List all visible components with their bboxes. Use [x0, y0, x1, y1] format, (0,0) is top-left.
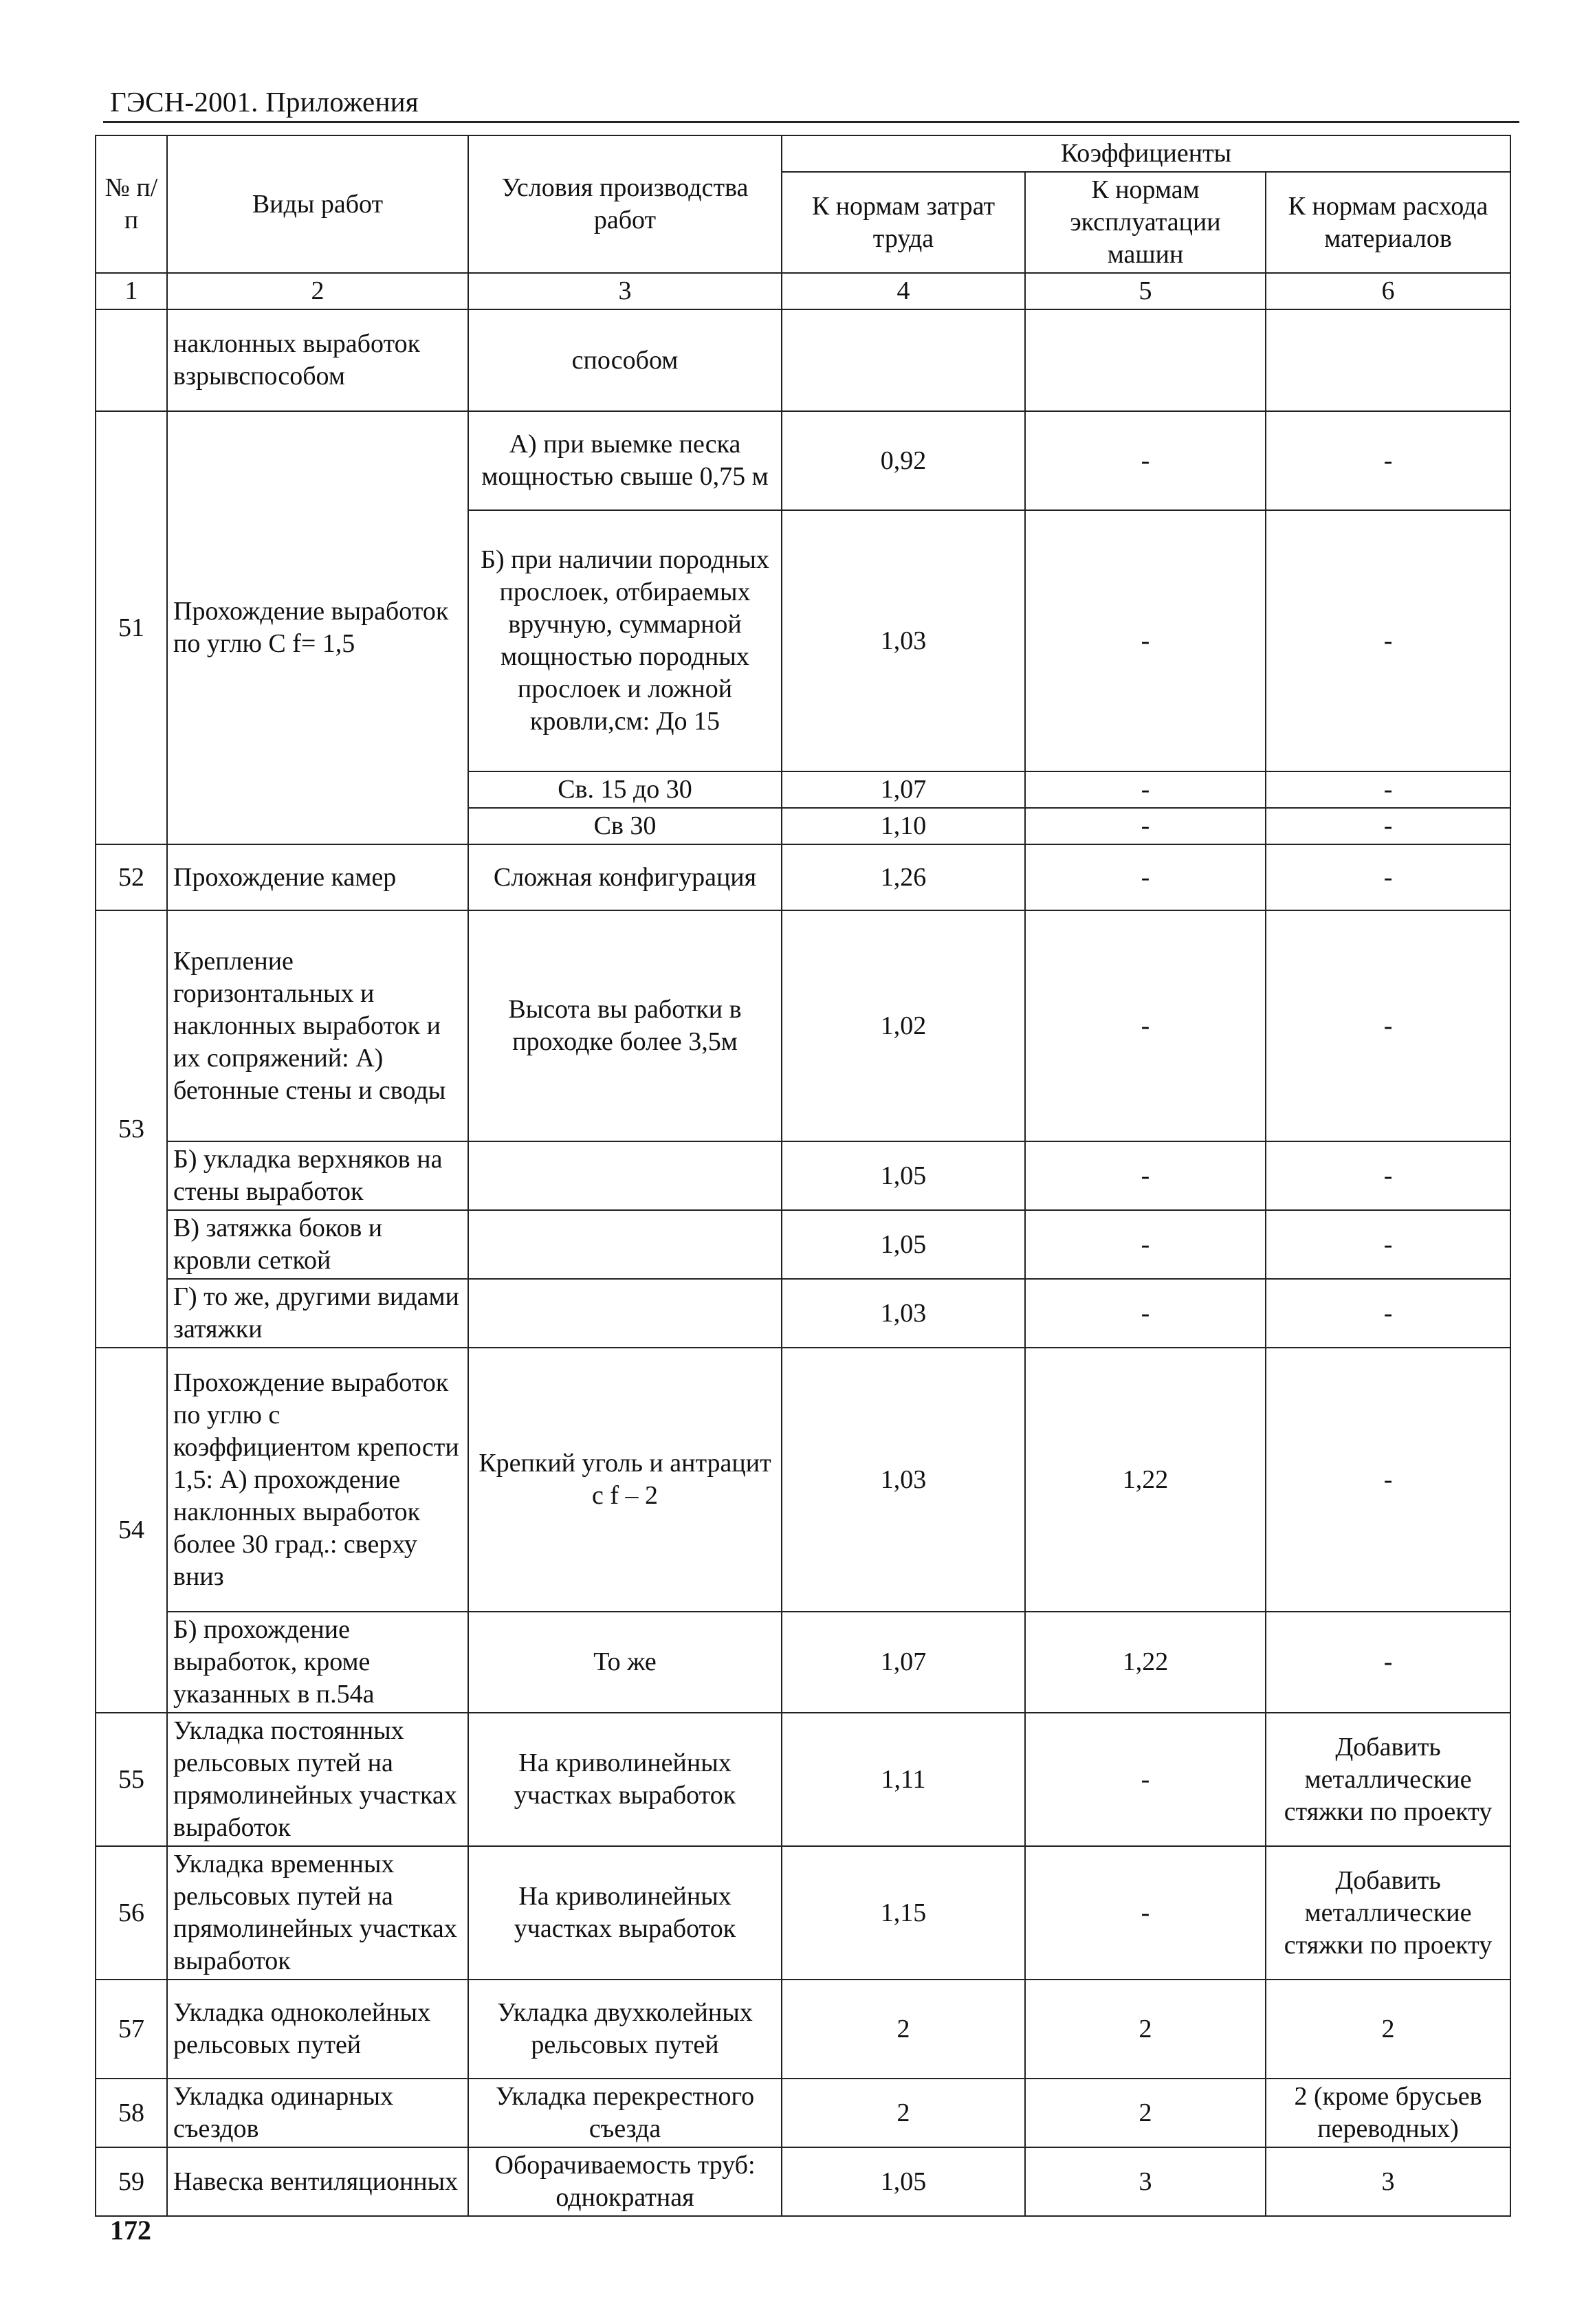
machines-coef: - — [1025, 808, 1266, 844]
work-cell: Крепление горизонтальных и наклонных выработок и их сопряжений: А) бетонные стены и своды — [167, 910, 468, 1141]
colnum-cell: 5 — [1025, 273, 1266, 309]
table-row — [96, 1141, 1510, 1210]
labor-coef: 1,07 — [782, 771, 1025, 808]
row-number: 55 — [96, 1713, 167, 1846]
condition-cell: способом — [468, 309, 782, 411]
colnum-cell: 3 — [468, 273, 782, 309]
machines-coef: - — [1025, 510, 1266, 771]
materials-coef: - — [1266, 1141, 1510, 1210]
labor-coef: 1,03 — [782, 1279, 1025, 1348]
condition-cell: На криволинейных участках выработок — [468, 1846, 782, 1980]
condition-cell: Сложная конфигурация — [468, 844, 782, 910]
work-cell: Б) прохождение выработок, кроме указанных в п.54а — [167, 1612, 468, 1713]
column-number-row — [96, 273, 1510, 309]
labor-coef: 1,15 — [782, 1846, 1025, 1980]
materials-coef: - — [1266, 808, 1510, 844]
table-row — [96, 1713, 1510, 1846]
header-machines: К нормам эксплуатации машин — [1025, 172, 1266, 273]
row-number: 52 — [96, 844, 167, 910]
work-cell: В) затяжка боков и кровли сеткой — [167, 1210, 468, 1279]
table-row — [96, 1846, 1510, 1980]
machines-coef: - — [1025, 1141, 1266, 1210]
machines-coef: 2 — [1025, 1980, 1266, 2079]
header-rule — [103, 121, 1519, 123]
work-cell: Б) укладка верхняков на стены выработок — [167, 1141, 468, 1210]
labor-coef: 1,03 — [782, 510, 1025, 771]
row-number: 56 — [96, 1846, 167, 1980]
materials-coef: Добавить металлические стяжки по проекту — [1266, 1846, 1510, 1980]
materials-coef: - — [1266, 510, 1510, 771]
condition-cell: Высота вы работки в проходке более 3,5м — [468, 910, 782, 1141]
materials-coef: - — [1266, 1210, 1510, 1279]
machines-coef: 1,22 — [1025, 1348, 1266, 1612]
coefficients-table — [95, 135, 1511, 2217]
condition-cell: То же — [468, 1612, 782, 1713]
work-cell: Прохождение камер — [167, 844, 468, 910]
table-row — [96, 1612, 1510, 1713]
row-number: 59 — [96, 2147, 167, 2216]
materials-coef: - — [1266, 1348, 1510, 1612]
labor-coef: 1,05 — [782, 2147, 1025, 2216]
table-row — [96, 1348, 1510, 1612]
machines-coef: - — [1025, 1210, 1266, 1279]
table-row — [96, 309, 1510, 411]
condition-cell — [468, 1279, 782, 1348]
work-cell: Укладка одинарных съездов — [167, 2079, 468, 2147]
materials-coef: 3 — [1266, 2147, 1510, 2216]
labor-coef: 1,05 — [782, 1141, 1025, 1210]
table-row — [96, 844, 1510, 910]
labor-coef: 0,92 — [782, 411, 1025, 510]
work-cell: Укладка одноколейных рельсовых путей — [167, 1980, 468, 2079]
header-labor: К нормам затрат труда — [782, 172, 1025, 273]
table-row — [96, 1279, 1510, 1348]
header-works: Виды работ — [167, 135, 468, 273]
machines-coef: - — [1025, 844, 1266, 910]
materials-coef: - — [1266, 771, 1510, 808]
work-cell: Навеска вентиляционных — [167, 2147, 468, 2216]
row-number: 54 — [96, 1348, 167, 1713]
row-number: 58 — [96, 2079, 167, 2147]
materials-coef: Добавить металлические стяжки по проекту — [1266, 1713, 1510, 1846]
condition-cell: На криволинейных участках выработок — [468, 1713, 782, 1846]
work-cell: наклонных выработок взрывспособом — [167, 309, 468, 411]
labor-coef: 2 — [782, 1980, 1025, 2079]
work-cell: Укладка временных рельсовых путей на прямолинейных участках выработок — [167, 1846, 468, 1980]
condition-cell: Укладка перекрестного съезда — [468, 2079, 782, 2147]
condition-cell: Св. 15 до 30 — [468, 771, 782, 808]
labor-coef: 1,02 — [782, 910, 1025, 1141]
colnum-cell: 4 — [782, 273, 1025, 309]
colnum-cell: 2 — [167, 273, 468, 309]
header-coefficients: Коэффициенты — [782, 135, 1510, 172]
machines-coef: - — [1025, 771, 1266, 808]
header-num: № п/п — [96, 135, 167, 273]
machines-coef: 1,22 — [1025, 1612, 1266, 1713]
labor-coef: 2 — [782, 2079, 1025, 2147]
header-conditions: Условия производства работ — [468, 135, 782, 273]
condition-cell — [468, 1141, 782, 1210]
work-cell: Г) то же, другими видами затяжки — [167, 1279, 468, 1348]
labor-coef: 1,05 — [782, 1210, 1025, 1279]
machines-coef: 3 — [1025, 2147, 1266, 2216]
labor-coef: 1,07 — [782, 1612, 1025, 1713]
labor-coef: 1,11 — [782, 1713, 1025, 1846]
machines-coef: - — [1025, 1846, 1266, 1980]
table-row — [96, 910, 1510, 1141]
machines-coef: - — [1025, 1279, 1266, 1348]
row-number: 51 — [96, 411, 167, 844]
table-row — [96, 1210, 1510, 1279]
condition-cell: А) при выемке песка мощностью свыше 0,75 м — [468, 411, 782, 510]
materials-coef: - — [1266, 1612, 1510, 1713]
labor-coef: 1,26 — [782, 844, 1025, 910]
labor-coef: 1,10 — [782, 808, 1025, 844]
labor-coef: 1,03 — [782, 1348, 1025, 1612]
colnum-cell: 1 — [96, 273, 167, 309]
condition-cell: Укладка двухколейных рельсовых путей — [468, 1980, 782, 2079]
materials-coef: 2 (кроме брусьев переводных) — [1266, 2079, 1510, 2147]
materials-coef: - — [1266, 411, 1510, 510]
work-cell: Укладка постоянных рельсовых путей на прямолинейных участках выработок — [167, 1713, 468, 1846]
page-number: 172 — [110, 2215, 151, 2246]
work-cell: Прохождение выработок по углю с коэффициентом крепости 1,5: А) прохождение наклонных выработок более 30 град.: сверху вниз — [167, 1348, 468, 1612]
materials-coef: - — [1266, 1279, 1510, 1348]
work-cell: Прохождение выработок по углю С f= 1,5 — [167, 411, 468, 844]
row-number: 57 — [96, 1980, 167, 2079]
machines-coef: - — [1025, 910, 1266, 1141]
condition-cell: Б) при наличии породных прослоек, отбираемых вручную, суммарной мощностью породных прослоек и ложной кровли,см: До 15 — [468, 510, 782, 771]
materials-coef: - — [1266, 844, 1510, 910]
table-row — [96, 411, 1510, 510]
condition-cell — [468, 1210, 782, 1279]
machines-coef: - — [1025, 411, 1266, 510]
condition-cell: Крепкий уголь и антрацит с f – 2 — [468, 1348, 782, 1612]
table-row — [96, 1980, 1510, 2079]
table-row — [96, 2079, 1510, 2147]
table-row — [96, 2147, 1510, 2216]
machines-coef: - — [1025, 1713, 1266, 1846]
colnum-cell: 6 — [1266, 273, 1510, 309]
row-number: 53 — [96, 910, 167, 1348]
materials-coef: 2 — [1266, 1980, 1510, 2079]
condition-cell: Оборачиваемость труб: однократная — [468, 2147, 782, 2216]
header-materials: К нормам расхода материалов — [1266, 172, 1510, 273]
page-header: ГЭСН-2001. Приложения — [110, 86, 419, 118]
materials-coef: - — [1266, 910, 1510, 1141]
machines-coef: 2 — [1025, 2079, 1266, 2147]
condition-cell: Св 30 — [468, 808, 782, 844]
